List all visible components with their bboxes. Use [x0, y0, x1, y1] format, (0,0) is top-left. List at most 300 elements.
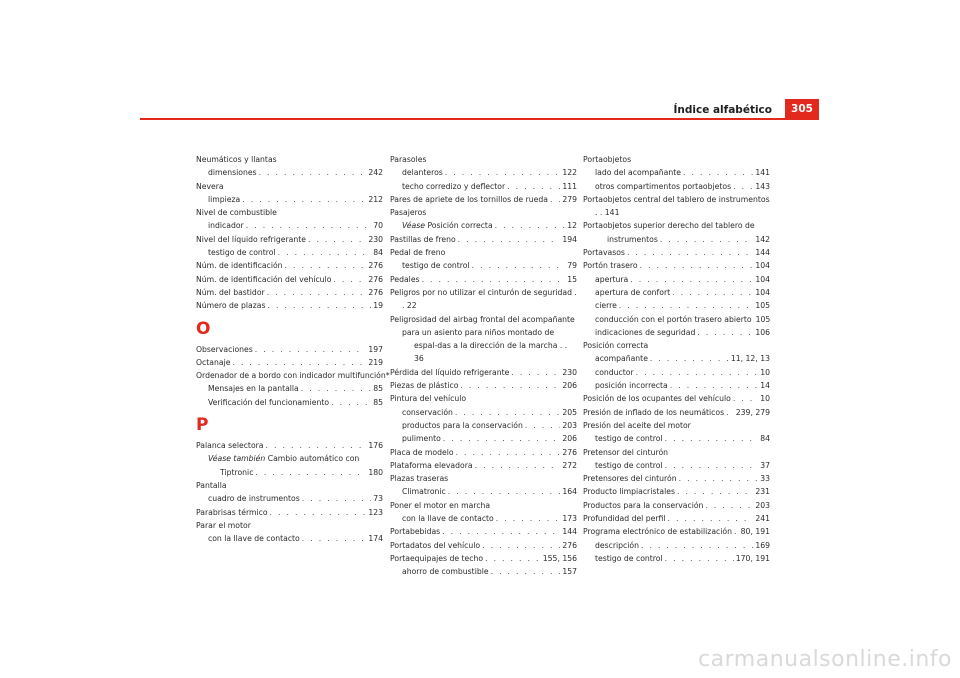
index-page-ref: 104	[755, 274, 770, 284]
index-page-ref: 85	[373, 384, 383, 394]
dot-leader	[267, 286, 367, 299]
index-entry	[390, 432, 577, 445]
index-entry-text: posición incorrecta	[595, 381, 668, 391]
index-entry	[583, 366, 770, 379]
dot-leader	[660, 233, 753, 246]
index-entry-label	[196, 259, 283, 272]
index-page-ref: 174	[368, 534, 383, 544]
index-heading: Parar el motor	[196, 520, 251, 530]
index-page-ref: 12	[567, 221, 577, 231]
index-page-ref: 180	[368, 467, 383, 477]
index-entry-text: testigo de control	[595, 460, 663, 470]
index-page-ref: 219	[368, 357, 383, 367]
index-entry-text: acompañante	[595, 354, 648, 364]
index-page-ref: 170, 191	[735, 553, 770, 563]
index-page-ref: 272	[562, 460, 577, 470]
index-entry	[583, 246, 770, 259]
index-entry-label	[208, 246, 276, 259]
dot-leader	[672, 286, 753, 299]
dot-leader	[496, 512, 561, 525]
index-entry	[583, 259, 770, 272]
see-also-label: Véase	[402, 221, 425, 231]
index-page-ref: 276	[562, 540, 577, 550]
dot-leader	[482, 539, 560, 552]
dot-leader	[525, 419, 561, 432]
index-page-ref: 197	[368, 344, 383, 354]
dot-leader	[472, 259, 566, 272]
index-entry	[196, 492, 383, 505]
index-entry-text: Número de plazas	[196, 301, 266, 311]
header-rule	[140, 118, 819, 120]
dot-leader	[670, 379, 758, 392]
index-entry-text: testigo de control	[402, 261, 470, 271]
index-page-ref: 173	[562, 514, 577, 524]
dot-leader	[491, 565, 561, 578]
index-entry	[390, 485, 577, 498]
dot-leader	[665, 459, 759, 472]
index-entry-text: techo corredizo y deflector	[402, 181, 506, 191]
index-entry	[390, 366, 577, 379]
dot-leader	[458, 233, 561, 246]
index-heading: Presión del aceite del motor	[583, 420, 691, 430]
index-entry-text: Pastillas de freno	[390, 234, 456, 244]
index-column-2	[390, 153, 577, 579]
index-entry-label	[196, 233, 306, 246]
index-entry-label	[595, 539, 639, 552]
index-entry-label	[196, 439, 264, 452]
index-entry-label	[595, 166, 681, 179]
index-entry-label	[595, 432, 663, 445]
index-entry-label	[402, 219, 493, 232]
index-heading: Pasajeros	[390, 208, 427, 218]
index-entry-text: Portaobjetos central del tablero de instrumentos	[583, 194, 770, 204]
index-entry	[583, 432, 770, 445]
index-entry-text: para un asiento para niños montado de espal-das a la dirección de la marcha	[402, 327, 558, 351]
index-entry	[196, 506, 383, 519]
index-entry-text: testigo de control	[208, 248, 276, 258]
dot-leader	[734, 525, 739, 538]
index-heading: Nivel de combustible	[196, 208, 277, 218]
index-entry: para un asiento para niños montado de espal-das a la dirección de la marcha . . 36	[402, 327, 568, 364]
dot-leader	[232, 356, 366, 369]
dot-leader	[456, 446, 561, 459]
index-entry	[390, 525, 577, 538]
index-entry-label	[583, 246, 625, 259]
index-entry	[583, 326, 770, 339]
index-heading: Plazas traseras	[390, 474, 449, 484]
index-entry-label	[583, 392, 731, 405]
index-page-ref: 70	[373, 221, 383, 231]
index-entry-label	[390, 273, 420, 286]
index-entry	[390, 273, 577, 286]
index-entry: Peligros por no utilizar el cinturón de seguridad . . 22	[390, 287, 577, 311]
index-entry	[390, 539, 577, 552]
index-entry-text: Cambio automático con	[267, 454, 360, 464]
index-page-ref: 33	[760, 474, 770, 484]
index-entry-label	[196, 273, 331, 286]
index-page-ref: 10	[760, 367, 770, 377]
index-page-ref: 84	[760, 434, 770, 444]
index-page-ref: 169	[755, 540, 770, 550]
dot-leader	[270, 506, 367, 519]
index-entry	[583, 525, 770, 538]
dot-leader	[285, 259, 367, 272]
index-entry-text: Portaequipajes de techo	[390, 553, 484, 563]
index-entry: Portaobjetos central del tablero de instrumentos . . 141	[583, 194, 770, 218]
index-entry-text: conservación	[402, 407, 453, 417]
index-page-ref: 10	[760, 394, 770, 404]
dot-leader	[726, 406, 734, 419]
index-entry-text: cierre	[595, 301, 617, 311]
index-entry-label	[595, 352, 648, 365]
index-entry-text: dimensiones	[208, 168, 257, 178]
index-entry-text: Profundidad del perfil	[583, 514, 666, 524]
index-heading: Peligrosidad del airbag frontal del acompañante	[390, 314, 575, 324]
index-entry	[390, 259, 577, 272]
index-page-ref: 242	[368, 168, 383, 178]
index-entry	[390, 419, 577, 432]
index-entry	[390, 552, 577, 565]
index-page-ref: 276	[368, 274, 383, 284]
index-entry	[196, 219, 383, 232]
index-page-ref: 241	[755, 514, 770, 524]
index-page-ref: 141	[755, 168, 770, 178]
index-page-ref: 142	[755, 234, 770, 244]
index-page-ref: 123	[368, 507, 383, 517]
index-page-ref: 203	[562, 420, 577, 430]
index-page-ref: 206	[562, 434, 577, 444]
index-entry-text: pulimento	[402, 434, 441, 444]
index-page-ref: 106	[755, 327, 770, 337]
index-entry-text: Parabrisas térmico	[196, 507, 268, 517]
index-entry	[583, 459, 770, 472]
dot-leader	[448, 485, 561, 498]
index-heading: Portaobjetos superior derecho del tablero de	[583, 221, 755, 231]
index-entry-label	[390, 459, 473, 472]
index-page-ref: 144	[755, 248, 770, 258]
dot-leader	[495, 219, 566, 232]
index-entry-label	[390, 525, 440, 538]
index-entry-label	[595, 366, 634, 379]
index-entry-text: Pedales	[390, 274, 420, 284]
index-entry-label	[196, 286, 265, 299]
index-page-ref: 105	[755, 301, 770, 311]
index-entry-text: Verificación del funcionamiento	[208, 397, 330, 407]
index-page-ref: 206	[562, 381, 577, 391]
index-entry	[196, 246, 383, 259]
index-entry	[390, 565, 577, 578]
index-heading: Parasoles	[390, 155, 427, 164]
index-entry-label	[402, 512, 494, 525]
index-entry	[583, 180, 770, 193]
index-entry-text: Núm. de identificación	[196, 261, 283, 271]
dot-leader	[445, 166, 561, 179]
index-entry	[196, 299, 383, 312]
index-entry-label	[402, 406, 453, 419]
dot-leader	[266, 439, 367, 452]
index-entry-text: Placa de modelo	[390, 447, 454, 457]
index-entry	[196, 273, 383, 286]
index-entry-text: testigo de control	[595, 434, 663, 444]
dot-leader	[705, 499, 753, 512]
dot-leader	[455, 406, 560, 419]
index-page-ref: 104	[755, 261, 770, 271]
index-entry-text: conducción con el portón trasero abierto	[595, 314, 752, 324]
index-entry	[583, 379, 770, 392]
dot-leader	[550, 193, 560, 206]
dot-leader	[259, 166, 367, 179]
index-entry-label	[390, 446, 454, 459]
index-page-ref: 36	[414, 354, 424, 364]
index-entry	[583, 299, 770, 312]
index-entry-text: Producto limpiacristales	[583, 487, 675, 497]
index-entry	[196, 532, 383, 545]
page-header-title: Índice alfabético	[673, 104, 772, 116]
dot-leader	[302, 492, 371, 505]
index-entry	[583, 273, 770, 286]
index-entry-text: Observaciones	[196, 344, 253, 354]
index-entry-label	[595, 552, 663, 565]
dot-leader	[255, 343, 367, 356]
index-entry-label	[402, 565, 489, 578]
dot-leader	[733, 180, 753, 193]
index-entry-label	[583, 259, 638, 272]
index-letter-heading: P	[196, 415, 209, 436]
page-number-badge: 305	[785, 99, 819, 119]
index-entry-label	[402, 419, 523, 432]
index-entry-label	[607, 233, 658, 246]
dot-leader	[677, 485, 753, 498]
index-entry-text: ahorro de combustible	[402, 567, 489, 577]
index-entry-text: instrumentos	[607, 234, 658, 244]
index-entry-text: indicador	[208, 221, 244, 231]
index-entry-label	[583, 499, 703, 512]
dot-leader	[683, 166, 753, 179]
dot-leader	[619, 299, 753, 312]
index-heading: Nevera	[196, 181, 224, 191]
index-heading: Poner el motor en marcha	[390, 500, 491, 510]
index-entry-text: Portabebidas	[390, 527, 441, 537]
index-entry-text: Nivel del líquido refrigerante	[196, 234, 306, 244]
index-page-ref: 230	[562, 367, 577, 377]
dot-leader	[443, 432, 560, 445]
index-page-ref: 205	[562, 407, 577, 417]
index-entry	[390, 379, 577, 392]
index-entry-label	[220, 466, 253, 479]
index-heading: Pantalla	[196, 480, 227, 490]
index-entry-text: Pretensores del cinturón	[583, 474, 677, 484]
index-entry	[196, 286, 383, 299]
index-page-ref: 22	[406, 301, 417, 311]
index-heading: Posición correcta	[583, 341, 649, 351]
index-entry	[583, 166, 770, 179]
dot-leader	[308, 233, 366, 246]
index-entry-label	[595, 326, 695, 339]
index-entry-text: Núm. del bastidor	[196, 287, 265, 297]
index-entry-text: Climatronic	[402, 487, 446, 497]
index-entry-text: con la llave de contacto	[402, 514, 494, 524]
index-entry-label	[196, 299, 266, 312]
index-entry-label	[208, 193, 240, 206]
index-entry	[390, 193, 577, 206]
index-entry-text: Núm. de identificación del vehículo	[196, 274, 332, 284]
index-page-ref: 203	[755, 500, 770, 510]
watermark-text: carmanualsonline.info	[698, 647, 952, 672]
dot-leader	[665, 432, 759, 445]
index-heading: Pedal de freno	[390, 248, 446, 258]
index-entry-label	[390, 233, 456, 246]
index-entry	[583, 472, 770, 485]
index-entry-label	[402, 432, 441, 445]
index-entry	[196, 452, 383, 465]
dot-leader	[268, 299, 372, 312]
index-entry-text: apertura de confort	[595, 287, 671, 297]
index-page-ref: 73	[373, 494, 383, 504]
index-entry-text: Plataforma elevadora	[390, 460, 473, 470]
index-entry-label	[595, 379, 668, 392]
index-entry-label	[196, 356, 230, 369]
index-entry-label	[402, 166, 443, 179]
index-page-ref: 79	[567, 261, 577, 271]
index-page-ref: 276	[368, 287, 383, 297]
dot-leader	[641, 539, 753, 552]
index-page-ref: 279	[562, 194, 577, 204]
index-entry	[583, 512, 770, 525]
index-column-1	[196, 153, 390, 545]
index-entry-label	[595, 313, 752, 326]
index-entry-text: lado del acompañante	[595, 168, 681, 178]
index-entry	[196, 343, 383, 356]
index-entry	[390, 406, 577, 419]
dot-leader	[255, 466, 366, 479]
index-entry-text: Portavasos	[583, 248, 625, 258]
index-entry-label	[595, 459, 663, 472]
dot-leader	[668, 512, 754, 525]
dot-leader	[679, 472, 759, 485]
index-entry-text: conductor	[595, 367, 634, 377]
index-page-ref: 176	[368, 441, 383, 451]
dot-leader	[331, 396, 371, 409]
index-entry-text: Presión de inflado de los neumáticos	[583, 407, 725, 417]
index-entry	[583, 539, 770, 552]
dot-leader	[627, 246, 753, 259]
index-entry-text: Pérdida del líquido refrigerante	[390, 367, 510, 377]
index-entry-text: Palanca selectora	[196, 441, 264, 451]
index-entry	[583, 392, 770, 405]
index-page-ref: 14	[760, 381, 770, 391]
index-page-ref: 122	[562, 168, 577, 178]
index-heading: Pintura del vehículo	[390, 394, 467, 404]
index-entry-text: Programa electrónico de estabilización	[583, 527, 732, 537]
index-page-ref: 155, 156	[542, 553, 577, 563]
dot-leader	[242, 193, 366, 206]
index-heading: Portaobjetos	[583, 155, 632, 164]
index-entry-label	[196, 343, 253, 356]
index-entry	[390, 512, 577, 525]
index-page-ref: 85	[373, 397, 383, 407]
index-entry-label	[583, 472, 677, 485]
index-entry-text: apertura	[595, 274, 629, 284]
dot-leader	[665, 552, 734, 565]
dot-leader	[333, 273, 366, 286]
index-page-ref: 231	[755, 487, 770, 497]
dot-leader	[640, 259, 754, 272]
index-entry-label	[390, 366, 509, 379]
index-page-ref: 19	[373, 301, 383, 311]
index-entry-label	[583, 525, 732, 538]
index-entry	[390, 166, 577, 179]
index-page-ref: 141	[604, 208, 620, 218]
index-entry-label	[208, 492, 300, 505]
index-entry-text: productos para la conservación	[402, 420, 523, 430]
index-page-ref: 212	[368, 194, 383, 204]
index-entry-label	[208, 396, 329, 409]
index-entry-text: Posición correcta	[427, 221, 493, 231]
index-page-ref: 80, 191	[740, 527, 770, 537]
index-entry-text: cuadro de instrumentos	[208, 494, 300, 504]
index-page-ref: 194	[562, 234, 577, 244]
index-column-3	[583, 153, 770, 565]
index-entry-text: con la llave de contacto	[208, 534, 300, 544]
dot-leader	[485, 552, 541, 565]
index-page-ref: 164	[562, 487, 577, 497]
dot-leader	[630, 273, 753, 286]
index-entry-text: Portón trasero	[583, 261, 638, 271]
index-page-ref: 157	[562, 567, 577, 577]
index-entry-text: Productos para la conservación	[583, 500, 704, 510]
index-entry-label	[402, 485, 446, 498]
index-entry-label	[583, 485, 675, 498]
index-entry-text: Piezas de plástico	[390, 381, 459, 391]
index-heading: Ordenador de a bordo con indicador multifunción*	[196, 371, 390, 381]
index-page-ref: 276	[368, 261, 383, 271]
dot-leader	[442, 525, 560, 538]
index-entry-text: Tiptronic	[220, 467, 254, 477]
see-also-label: Véase también	[208, 454, 266, 464]
index-entry	[583, 485, 770, 498]
dot-leader	[650, 352, 729, 365]
index-entry-label	[390, 539, 480, 552]
index-entry	[390, 233, 577, 246]
index-entry-label	[583, 406, 724, 419]
index-entry-label	[208, 382, 299, 395]
index-entry-text: otros compartimentos portaobjetos	[595, 181, 732, 191]
index-entry	[196, 466, 383, 479]
index-entry-label	[595, 273, 628, 286]
index-entry	[196, 166, 383, 179]
dot-leader	[278, 246, 372, 259]
index-entry	[390, 446, 577, 459]
dot-leader	[301, 382, 371, 395]
index-entry-text: delanteros	[402, 168, 443, 178]
index-entry-text: Octanaje	[196, 357, 231, 367]
dot-leader	[511, 366, 560, 379]
index-entry	[583, 552, 770, 565]
index-letter-heading: O	[196, 318, 211, 339]
index-entry-text: Pares de apriete de los tornillos de rueda	[390, 194, 548, 204]
index-entry	[390, 180, 577, 193]
dot-leader	[246, 219, 371, 232]
index-entry	[196, 356, 383, 369]
index-entry-text: indicaciones de seguridad	[595, 327, 696, 337]
index-entry-label	[595, 299, 617, 312]
index-entry-text: descripción	[595, 540, 639, 550]
index-entry-text: testigo de control	[595, 553, 663, 563]
index-entry	[196, 233, 383, 246]
index-entry-label	[208, 532, 300, 545]
index-entry	[196, 193, 383, 206]
index-entry-text: Posición de los ocupantes del vehículo	[583, 394, 731, 404]
